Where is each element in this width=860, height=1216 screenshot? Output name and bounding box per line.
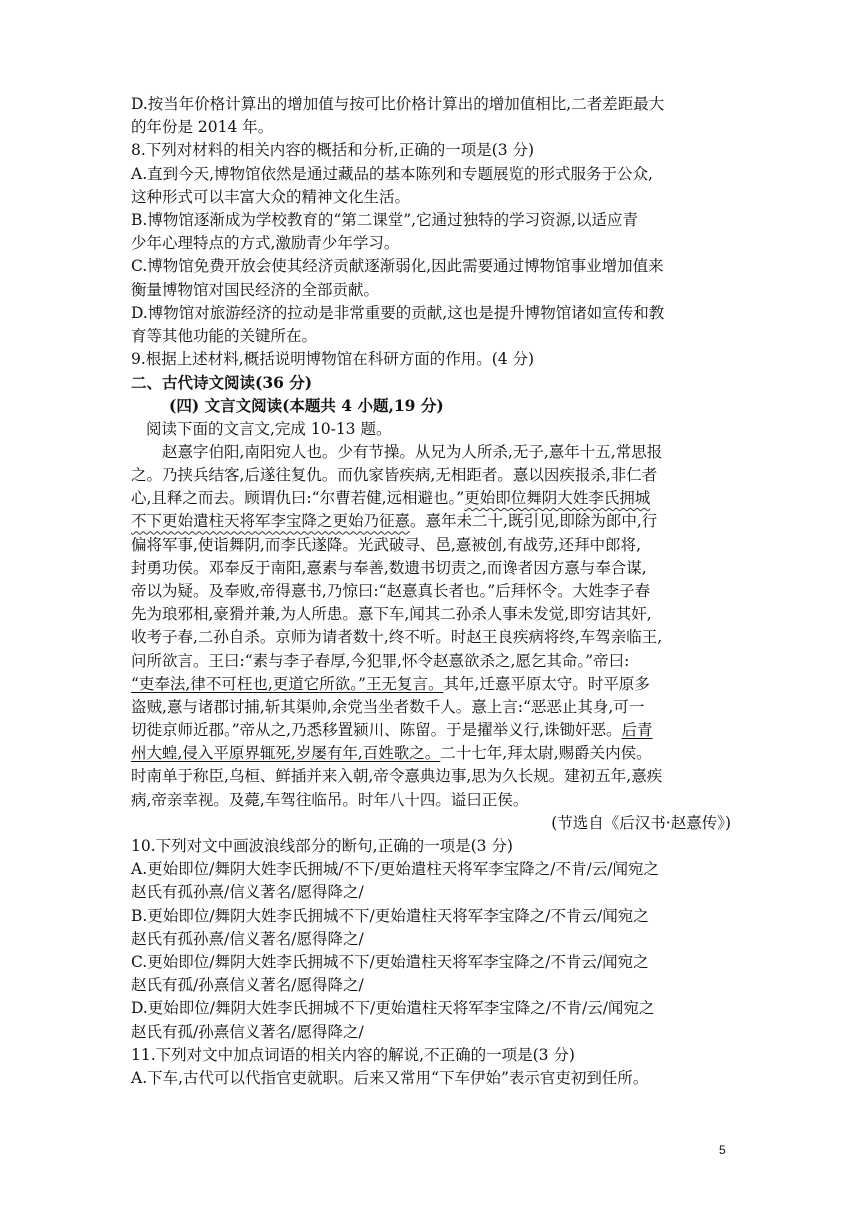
passage-line [131,510,731,533]
source-citation: (节选自《后汉书·赵憙传》) [551,813,731,832]
question-8: 8.下列对材料的相关内容的概括和分析,正确的一项是(3 分) [131,141,535,160]
passage-line [131,719,731,742]
text-line: 的年份是 2014 年。 [131,118,274,137]
subsection-title: (四) 文言文阅读(本题共 4 小题,19 分) [169,396,444,416]
passage-line: 封勇功侯。邓奉反于南阳,憙素与奉善,数遗书切责之,而谗者因方憙与奉合谋, [131,558,647,577]
passage-line: 之。乃挟兵结客,后遂往复仇。而仇家皆疾病,无相距者。憙以因疾报杀,非仁者 [131,466,658,484]
option-c: C.博物馆免费开放会使其经济贡献逐渐弱化,因此需要通过博物馆事业增加值来 [131,257,664,276]
page-number: 5 [719,1143,726,1157]
option-b: B.博物馆逐渐成为学校教育的“第二课堂”,它通过独特的学习资源,以适应青 [131,210,639,229]
page-content [131,93,731,1090]
passage-text: 切徙京师近郡。”帝从之,乃悉移置颍川、陈留。于是擢举义行,诛锄奸恶。 [131,721,622,740]
text-line: 少年心理特点的方式,激励青少年学习。 [131,234,400,253]
text-line: 赵氏有孤/孙熹信义著名/愿得降之/ [131,976,364,995]
passage-line: 偏将军事,使诣舞阴,而李氏遂降。光武破寻、邑,憙被创,有战劳,还拜中郎将, [131,535,642,554]
passage-text: 。憙年未二十,既引见,即除为郎中,行 [410,512,658,531]
passage-line: 收考子春,二孙自杀。京师为请者数十,终不听。时赵王良疾病将终,车驾亲临王, [131,628,663,647]
passage-line: 盗贼,憙与诸郡讨捕,斩其渠帅,余党当坐者数千人。憙上言:“恶恶止其身,可一 [131,697,645,716]
question-10: 10.下列对文中画波浪线部分的断句,正确的一项是(3 分) [131,837,513,855]
section-title: 二、古代诗文阅读(36 分) [131,373,313,393]
option-d: D.博物馆对旅游经济的拉动是非常重要的贡献,这也是提升博物馆诸如宣传和教 [131,303,665,322]
passage-line: 帝以为疑。及奉败,帝得憙书,乃惊曰:“赵憙真长者也。”后拜怀令。大姓李子春 [131,581,651,600]
passage-line: 时南单于称臣,乌桓、鲜插并来入朝,帝令憙典边事,思为久长规。建初五年,憙疾 [131,767,663,786]
option-d: D.更始即位/舞阴大姓李氏拥城不下/更始遣柱天将军李宝降之/不肯/云/闻宛之 [131,999,655,1018]
passage-text: 二十七年,拜太尉,赐爵关内侯。 [440,744,652,763]
passage-text: 心,且释之而去。顾谓仇曰:“尔曹若健,远相避也。” [131,489,465,508]
option-a: A.直到今天,博物馆依然是通过藏品的基本陈列和专题展览的形式服务于公众, [131,164,653,183]
underlined-text: “吏奉法,律不可枉也,更道它所欲。”王无复言。 [131,674,444,693]
passage-line [131,487,731,510]
question-11: 11.下列对文中加点词语的相关内容的解说,不正确的一项是(3 分) [131,1045,575,1064]
wavy-underlined-text: 更始即位舞阴大姓李氏拥城 [464,489,651,508]
option-a: A.下车,古代可以代指官吏就职。后来又常用“下车伊始”表示官吏初到任所。 [131,1068,649,1087]
passage-line: 问所欲言。王曰:“素与李子春厚,今犯罪,怀令赵憙欲杀之,愿乞其命。”帝曰: [131,651,630,670]
underlined-text: 后青 [621,721,653,740]
instruction: 阅读下面的文言文,完成 10-13 题。 [146,419,392,438]
text-line: 这种形式可以丰富大众的精神文化生活。 [131,187,411,206]
text-line: 衡量博物馆对国民经济的全部贡献。 [131,280,380,299]
text-line: 赵氏有孤孙熹/信义著名/愿得降之/ [131,929,364,948]
option-c: C.更始即位/舞阴大姓李氏拥城不下/更始遣柱天将军李宝降之/不肯云/闻宛之 [131,952,649,971]
passage-line [131,742,731,765]
option-a: A.更始即位/舞阴大姓李氏拥城/不下/更始遣柱天将军李宝降之/不肯/云/闻宛之 [131,860,659,879]
underlined-text: 州大蝗,侵入平原界辄死,岁屡有年,百姓歌之。 [131,744,441,763]
question-9: 9.根据上述材料,概括说明博物馆在科研方面的作用。(4 分) [131,350,535,369]
text-line: 赵氏有孤孙熹/信义著名/愿得降之/ [131,883,364,902]
option-b: B.更始即位/舞阴大姓李氏拥城不下/更始遣柱天将军李宝降之/不肯云/闻宛之 [131,906,649,925]
wavy-underlined-text: 不下更始遣柱天将军李宝降之更始乃征憙 [131,512,411,531]
text-line: D.按当年价格计算出的增加值与按可比价格计算出的增加值相比,二者差距最大 [131,95,665,113]
text-line: 育等其他功能的关键所在。 [131,326,318,345]
passage-line: 先为琅邪相,豪猾并兼,为人所患。憙下车,闻其二孙杀人事未发觉,即穷诘其奸, [131,605,652,624]
text-line: 赵氏有孤/孙熹信义著名/愿得降之/ [131,1022,364,1041]
passage-line: 病,帝亲幸视。及薨,车驾往临吊。时年八十四。谥曰正侯。 [131,790,529,809]
passage-line: 赵憙字伯阳,南阳宛人也。少有节操。从兄为人所杀,无子,憙年十五,常思报 [162,442,663,461]
passage-line [131,673,731,696]
passage-text: 其年,迁憙平原太守。时平原多 [443,674,650,693]
